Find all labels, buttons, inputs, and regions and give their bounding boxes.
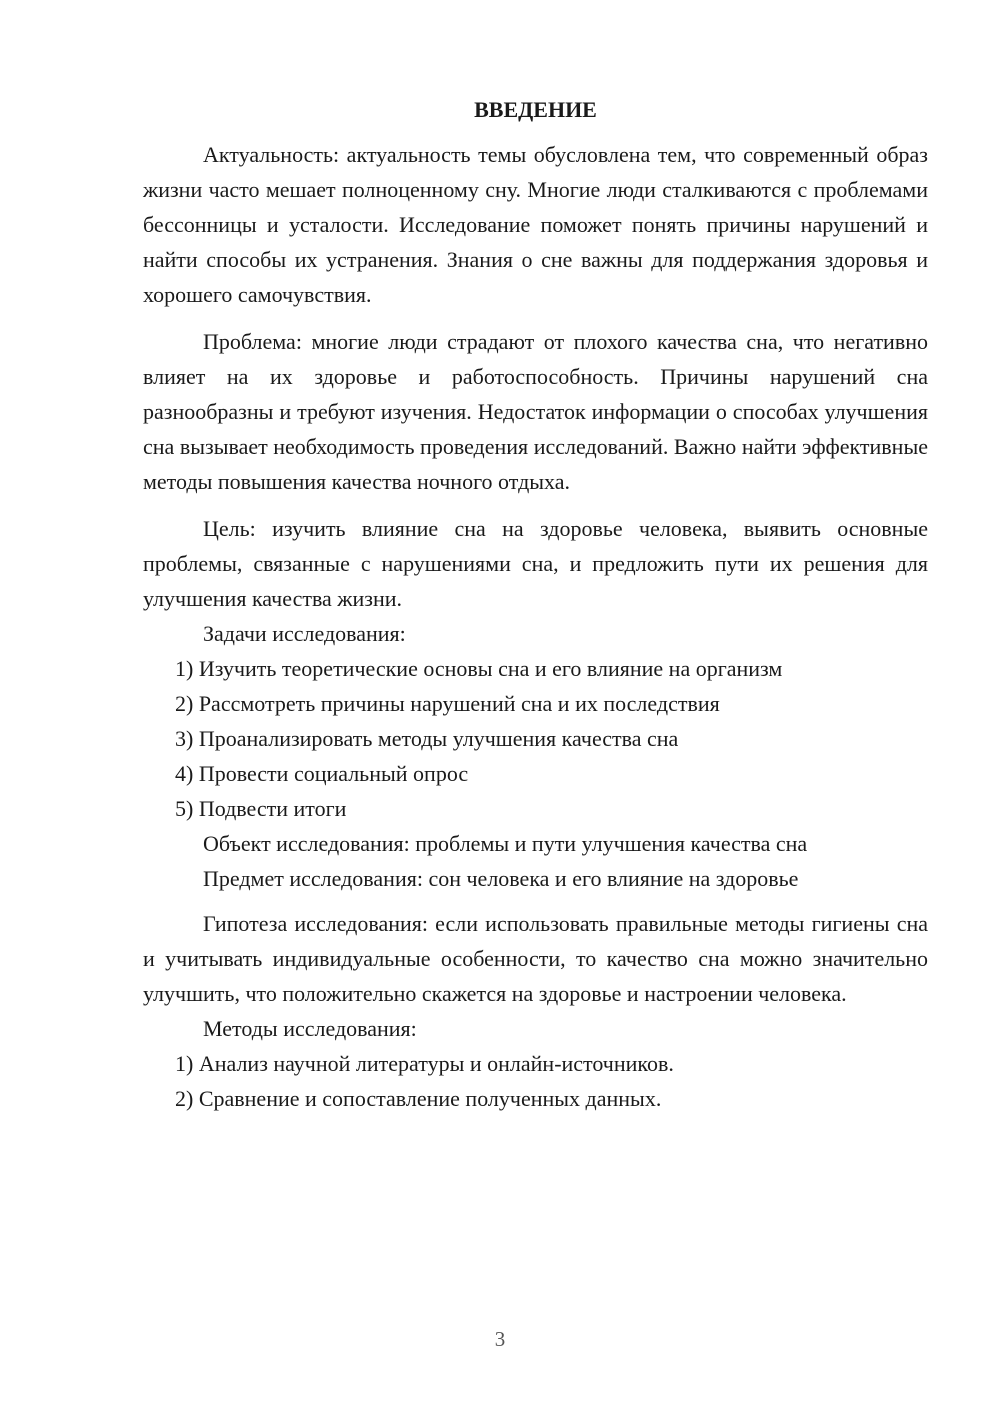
list-item: 1) Анализ научной литературы и онлайн-источников. [175, 1051, 674, 1076]
relevance-paragraph: Актуальность: актуальность темы обусловлена тем, что современный образ жизни часто мешает полноценному сну. Многие люди сталкиваются с проблемами бессонницы и усталости. Исследование поможет понять причины нарушений и найти способы их устранения. Знания о сне важны для поддержания здоровья и хорошего самочувствия. [143, 142, 928, 307]
page-number: 3 [494, 1327, 506, 1351]
methods-list [143, 1046, 928, 1116]
tasks-label: Задачи исследования: [203, 621, 406, 646]
list-item: 3) Проанализировать методы улучшения качества сна [175, 726, 679, 751]
subject-line: Предмет исследования: сон человека и его влияние на здоровье [203, 866, 799, 891]
list-item: 4) Провести социальный опрос [175, 761, 469, 786]
section-title: ВВЕДЕНИЕ [474, 97, 597, 122]
list-item: 2) Сравнение и сопоставление полученных данных. [175, 1086, 662, 1111]
list-item: 2) Рассмотреть причины нарушений сна и их последствия [175, 691, 720, 716]
goal-paragraph: Цель: изучить влияние сна на здоровье человека, выявить основные проблемы, связанные с нарушениями сна, и предложить пути их решения для улучшения качества жизни. [143, 516, 928, 611]
hypothesis-paragraph: Гипотеза исследования: если использовать правильные методы гигиены сна и учитывать индивидуальные особенности, то качество сна можно значительно улучшить, что положительно скажется на здоровье и настроении человека. [143, 911, 928, 1006]
list-item: 5) Подвести итоги [175, 796, 347, 821]
list-item: 1) Изучить теоретические основы сна и его влияние на организм [175, 656, 783, 681]
methods-label: Методы исследования: [203, 1016, 417, 1041]
object-line: Объект исследования: проблемы и пути улучшения качества сна [203, 831, 808, 856]
tasks-list [143, 651, 928, 826]
problem-paragraph: Проблема: многие люди страдают от плохого качества сна, что негативно влияет на их здоровье и работоспособность. Причины нарушений сна разнообразны и требуют изучения. Недостаток информации о способах улучшения сна вызывает необходимость проведения исследований. Важно найти эффективные методы повышения качества ночного отдыха. [143, 329, 928, 494]
document-body [143, 92, 928, 1116]
